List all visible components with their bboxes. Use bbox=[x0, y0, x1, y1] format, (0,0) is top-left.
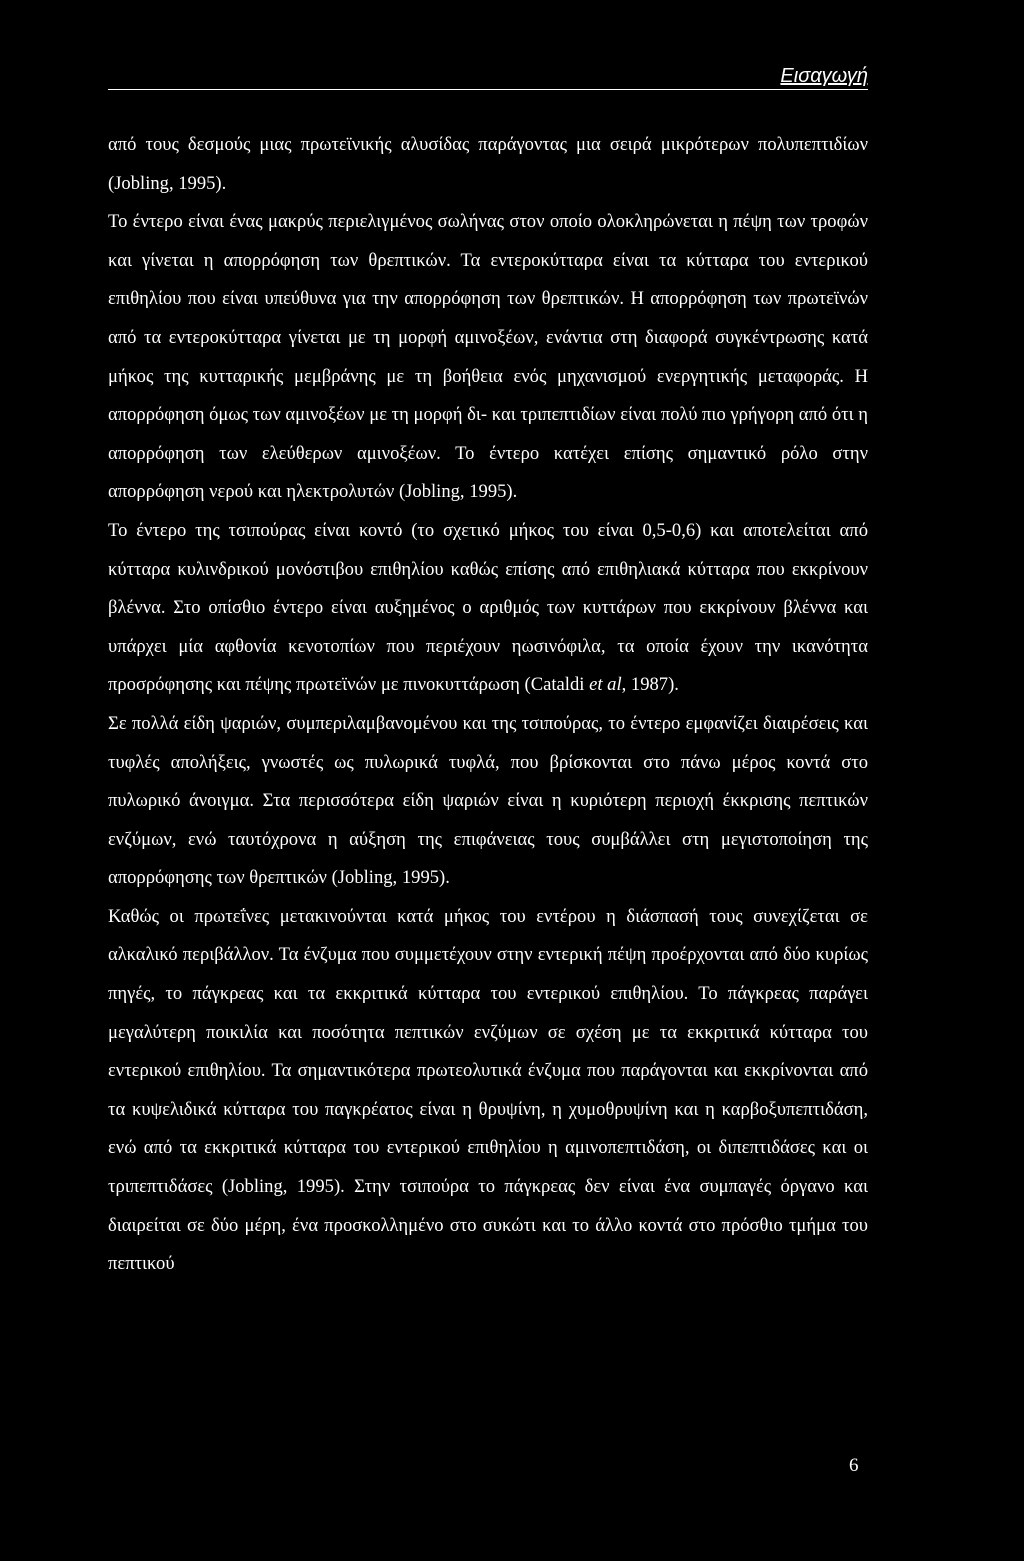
text-segment: Καθώς οι πρωτεΐνες μετακινούνται κατά μήκος του εντέρου η διάσπασή τους συνεχίζεται σε αλκαλικό περιβάλλον. Τα ένζυμα που συμμετέχουν στην εντερική πέψη προέρχονται από δύο κυρίως πηγές, το πάγκρεας και τα εκκριτικά κύτταρα του εντερικού επιθηλίου. Το πάγκρεας παράγει μεγαλύτερη ποικιλία και ποσότητα πεπτικών ενζύμων σε σχέση με τα εκκριτικά κύτταρα του εντερικού επιθηλίου. Τα σημαντικότερα πρωτεολυτικά ένζυμα που παράγονται και εκκρίνονται από τα κυψελιδικά κύτταρα του παγκρέατος είναι η θρυψίνη, η χυμοθρυψίνη και η καρβοξυπεπτιδάση, ενώ από τα εκκριτικά κύτταρα του εντερικού επιθηλίου η αμινοπεπτιδάση, οι διπεπτιδάσες και οι τριπεπτιδάσες (Jobling, 1995). Στην τσιπούρα το πάγκρεας δεν είναι ένα συμπαγές όργανο και διαιρείται σε δύο μέρη, ένα προσκολλημένο στο συκώτι και το άλλο κοντά στο πρόσθιο τμήμα του πεπτικού bbox=[108, 905, 868, 1275]
text-segment: Σε πολλά είδη ψαριών, συμπεριλαμβανομένου και της τσιπούρας, το έντερο εμφανίζει διαιρέσεις και τυφλές απολήξεις, γνωστές ως πυλωρικά τυφλά, που βρίσκονται στο πάνω μέρος κοντά στο πυλωρικό άνοιγμα. Στα περισσότερα είδη ψαριών είναι η κυριότερη περιοχή έκκρισης πεπτικών ενζύμων, ενώ ταυτόχρονα η αύξηση της επιφάνειας τους συμβάλλει στη μεγιστοποίηση της απορρόφησης των θρεπτικών (Jobling, 1995). bbox=[108, 712, 868, 889]
text-segment: , 1987). bbox=[621, 674, 679, 696]
page-number: 6 bbox=[849, 1455, 859, 1476]
running-header bbox=[108, 62, 868, 92]
paragraph bbox=[108, 898, 868, 1284]
paragraph bbox=[108, 512, 868, 705]
header-rule bbox=[108, 89, 868, 90]
header-title: Εισαγωγή bbox=[774, 65, 868, 88]
paragraph bbox=[108, 705, 868, 898]
text-segment: Το έντερο είναι ένας μακρύς περιελιγμένος σωλήνας στον οποίο ολοκληρώνεται η πέψη των τροφών και γίνεται η απορρόφηση των θρεπτικών. Τα εντεροκύτταρα είναι τα κύτταρα του εντερικού επιθηλίου που είναι υπεύθυνα για την απορρόφηση των θρεπτικών. Η απορρόφηση των πρωτεϊνών από τα εντεροκύτταρα γίνεται με τη μορφή αμινοξέων, ενάντια στη διαφορά συγκέντρωσης κατά μήκος της κυτταρικής μεμβράνης με τη βοήθεια ενός μηχανισμού ενεργητικής μεταφοράς. Η απορρόφηση όμως των αμινοξέων με τη μορφή δι- και τριπεπτιδίων είναι πολύ πιο γρήγορη από ότι η απορρόφηση των ελεύθερων αμινοξέων. Το έντερο κατέχει επίσης σημαντικό ρόλο στην απορρόφηση νερού και ηλεκτρολυτών (Jobling, 1995). bbox=[108, 211, 868, 503]
paragraph bbox=[108, 126, 868, 203]
body-text bbox=[108, 126, 868, 1284]
text-segment: Το έντερο της τσιπούρας είναι κοντό (το σχετικό μήκος του είναι 0,5-0,6) και αποτελείται από κύτταρα κυλινδρικού μονόστιβου επιθηλίου καθώς επίσης από επιθηλιακά κύτταρα που εκκρίνουν βλέννα. Στο οπίσθιο έντερο είναι αυξημένος ο αριθμός των κυττάρων που εκκρίνουν βλέννα και υπάρχει μία αφθονία κενοτοπίων που περιέχουν ηωσινόφιλα, τα οποία έχουν την ικανότητα προσρόφησης και πέψης πρωτεϊνών με πινοκυττάρωση (Cataldi bbox=[108, 519, 868, 696]
text-segment: από τους δεσμούς μιας πρωτεϊνικής αλυσίδας παράγοντας μια σειρά μικρότερων πολυπεπτιδίων (Jobling, 1995). bbox=[108, 134, 868, 194]
italic-text: et al bbox=[589, 674, 622, 696]
paragraph bbox=[108, 203, 868, 512]
